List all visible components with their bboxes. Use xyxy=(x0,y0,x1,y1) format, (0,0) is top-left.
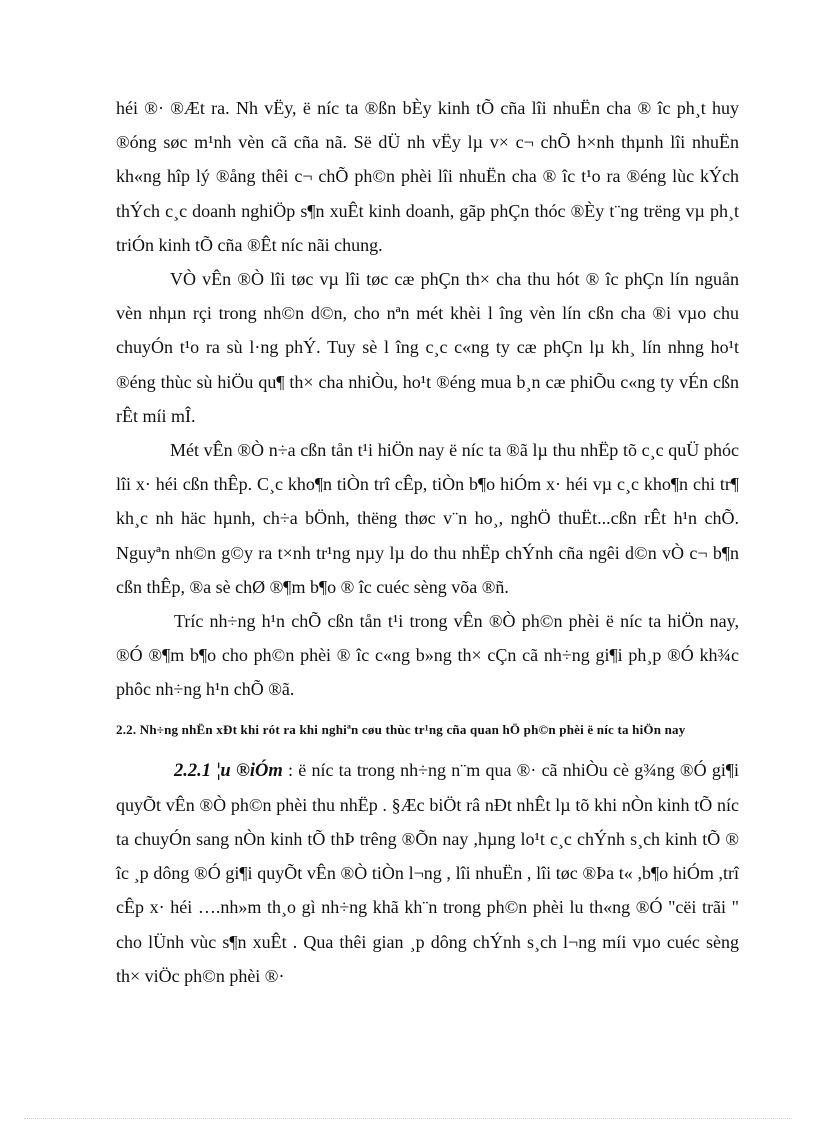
paragraph-limitations: Tríc nh÷ng h¹n chÕ cßn tån t¹i trong vÊn ®Ò ph©n phèi ë níc ta hiÖn nay, ®Ó ®¶m b¶o cho ph©n phèi ® îc c«ng b»ng th× cÇn cã nh÷ng gi¶i ph¸p ®Ó kh¾c phôc nh÷ng h¹n chÕ ®ã. xyxy=(116,611,739,700)
paragraph-share-dividend: VÒ vÊn ®Ò lîi tøc vµ lîi tøc cæ phÇn th× cha thu hót ® îc phÇn lín nguån vèn nhµn rçi trong nh©n d©n, cho nªn mét khèi l îng vèn lín cßn cha ®i vµo chu chuyÓn t¹o ra sù l·ng phÝ. Tuy sè l îng c¸c c«ng ty cæ phÇn lµ kh¸ lín nhng ho¹t ®éng thùc sù hiÖu qu¶ th× cha nhiÒu, ho¹t ®éng mua b¸n cæ phiÕu c«ng ty vÉn cßn rÊt míi mÎ. xyxy=(116,269,739,426)
page-bottom-divider xyxy=(24,1118,792,1119)
page-content xyxy=(116,91,739,993)
subsection-heading-2-2-1: 2.2.1 ¦u ®iÓm xyxy=(174,760,283,781)
paragraph-social-welfare: Mét vÊn ®Ò n÷a cßn tån t¹i hiÖn nay ë níc ta ®ã lµ thu nhËp tõ c¸c quÜ phóc lîi x· héi cßn thÊp. C¸c kho¶n tiÒn trî cÊp, tiÒn b¶o hiÓm x· héi vµ c¸c kho¶n chi tr¶ kh¸c nh häc hµnh, ch÷a bÖnh, thëng thøc v¨n ho¸, nghÖ thuËt...cßn rÊt h¹n chÕ. Nguyªn nh©n g©y ra t×nh tr¹ng nµy lµ do thu nhËp chÝnh cña ngêi d©n vÒ c¬ b¶n cßn thÊp, ®a sè chØ ®¶m b¶o ® îc cuéc sèng võa ®ñ. xyxy=(116,440,739,597)
paragraph-advantages xyxy=(116,753,739,993)
paragraph-continuation: héi ®· ®Æt ra. Nh vËy, ë níc ta ®ßn bÈy kinh tÕ cña lîi nhuËn cha ® îc ph¸t huy ®óng søc m¹nh vèn cã cña nã. Së dÜ nh vËy lµ v× c¬ chÕ h×nh thµnh lîi nhuËn kh«ng hîp lý ®ång thêi c¬ chÕ ph©n phèi lîi nhuËn cha ® îc t¹o ra ®éng lùc kÝch thÝch c¸c doanh nghiÖp s¶n xuÊt kinh doanh, gãp phÇn thóc ®Èy t¨ng trëng vµ ph¸t triÓn kinh tÕ cña ®Êt níc nãi chung. xyxy=(116,98,739,255)
paragraph-advantages-text: : ë níc ta trong nh÷ng n¨m qua ®· cã nhiÒu cè g¾ng ®Ó gi¶i quyÕt vÊn ®Ò ph©n phèi thu nhËp . §Æc biÖt râ nÐt nhÊt lµ tõ khi nÒn kinh tÕ níc ta chuyÓn sang nÒn kinh tÕ thÞ trêng ®Õn nay ,hµng lo¹t c¸c chÝnh s¸ch kinh tÕ ® îc ¸p dông ®Ó gi¶i quyÕt vÊn ®Ò tiÒn l¬ng , lîi nhuËn , lîi tøc ®Þa t« ,b¶o hiÓm ,trî cÊp x· héi ….nh»m th¸o gì nh÷ng khã kh¨n trong ph©n phèi lu th«ng ®Ó "cëi trãi " cho lÜnh vùc s¶n xuÊt . Qua thêi gian ¸p dông chÝnh s¸ch l¬ng míi vµo cuéc sèng th× viÖc ph©n phèi ®· xyxy=(116,759,739,986)
section-heading-2-2: 2.2. Nh÷ng nhËn xÐt khi rót ra khi nghiªn cøu thùc tr¹ng cña quan hÖ ph©n phèi ë níc ta hiÖn nay xyxy=(116,721,686,737)
